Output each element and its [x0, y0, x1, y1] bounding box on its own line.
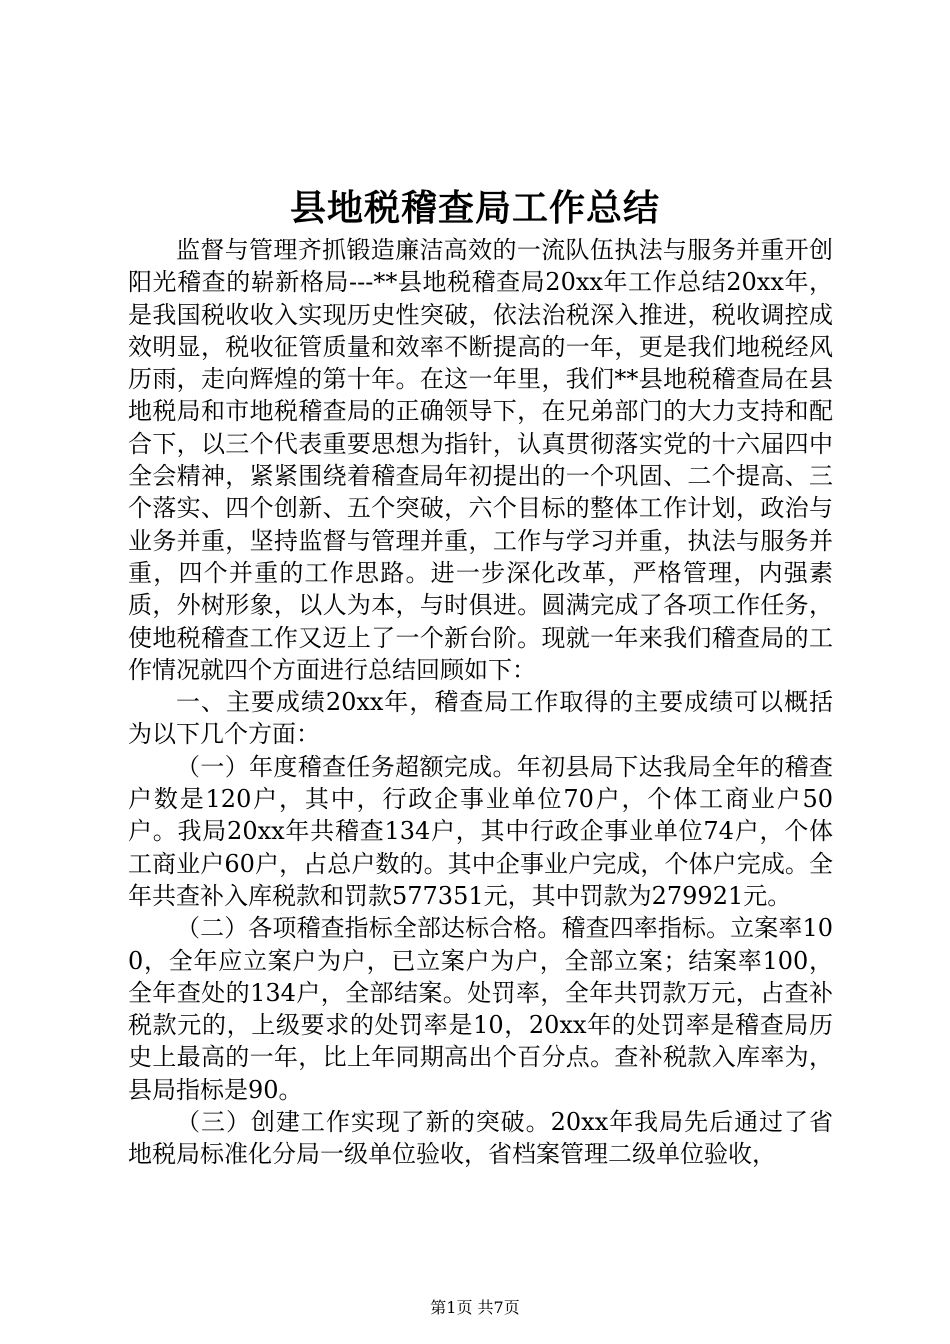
paragraph-item-three: （三）创建工作实现了新的突破。20xx年我局先后通过了省地税局标准化分局一级单位验收，省档案管理二级单位验收， [128, 1108, 833, 1169]
paragraph-section-one: 一、主要成绩20xx年，稽查局工作取得的主要成绩可以概括为以下几个方面： [128, 688, 833, 749]
paragraph-item-one: （一）年度稽查任务超额完成。年初县局下达我局全年的稽查户数是120户，其中，行政企事业单位70户，个体工商业户50户。我局20xx年共稽查134户，其中行政企事业单位74户，个体工商业户60户，占总户数的。其中企事业户完成，个体户完成。全年共查补入库税款和罚款577351元，其中罚款为279921元。 [128, 752, 833, 910]
document-title: 县地税稽查局工作总结 [289, 187, 660, 229]
document-body [128, 234, 833, 1171]
paragraph-intro: 监督与管理齐抓锻造廉洁高效的一流队伍执法与服务并重开创阳光稽查的崭新格局---**县地税稽查局20xx年工作总结20xx年，是我国税收收入实现历史性突破，依法治税深入推进，税收调控成效明显，税收征管质量和效率不断提高的一年，更是我们地税经风历雨，走向辉煌的第十年。在这一年里，我们**县地税稽查局在县地税局和市地税稽查局的正确领导下，在兄弟部门的大力支持和配合下，以三个代表重要思想为指针，认真贯彻落实党的十六届四中全会精神，紧紧围绕着稽查局年初提出的一个巩固、二个提高、三个落实、四个创新、五个突破，六个目标的整体工作计划，政治与业务并重，坚持监督与管理并重，工作与学习并重，执法与服务并重，四个并重的工作思路。进一步深化改革，严格管理，内强素质，外树形象，以人为本，与时俱进。圆满完成了各项工作任务，使地税稽查工作又迈上了一个新台阶。现就一年来我们稽查局的工作情况就四个方面进行总结回顾如下： [128, 236, 833, 684]
page-number: 第1页 共7页 [430, 1298, 520, 1317]
paragraph-item-two: （二）各项稽查指标全部达标合格。稽查四率指标。立案率100，全年应立案户为户，已立案户为户，全部立案；结案率100，全年查处的134户，全部结案。处罚率，全年共罚款万元，占查补税款元的，上级要求的处罚率是10，20xx年的处罚率是稽查局历史上最高的一年，比上年同期高出个百分点。查补税款入库率为，县局指标是90。 [128, 914, 833, 1104]
